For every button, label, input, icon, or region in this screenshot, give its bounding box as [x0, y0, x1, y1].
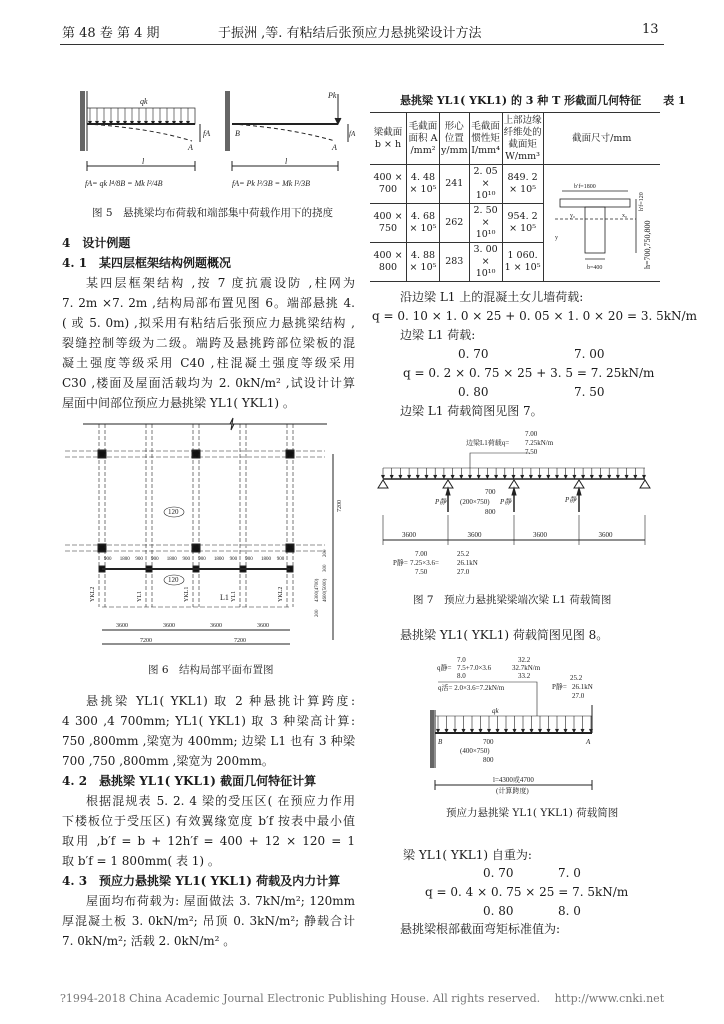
text-line: 根据混规表 5. 2. 4 梁的受压区( 在预应力作用: [86, 794, 355, 808]
span-label: l=4300或4700: [493, 776, 534, 784]
section-value: 800: [483, 756, 494, 764]
self-weight-text: 梁 YL1( YKL1) 自重为:: [403, 848, 532, 862]
centroid-label: y: [554, 235, 558, 241]
point-a-label: A: [586, 738, 591, 746]
dimension-label: 900: [276, 557, 285, 562]
col-header: 上部边缘纤维处的截面矩 W/mm³: [502, 113, 543, 165]
edge-beam-label: L1: [220, 593, 229, 602]
text-line: C30 ,楼面及屋面活载均为 2. 0kN/m² ,试设计计算: [62, 376, 355, 390]
t-section-diagram: [552, 169, 652, 273]
figure-6-caption: 图 6 结构局部平面布置图: [148, 664, 274, 676]
slab-thickness-label: 120: [168, 508, 179, 516]
dimension-label: 3600: [402, 531, 416, 539]
dimension-label: 3600: [257, 623, 269, 629]
dimension-label: 3600: [598, 531, 613, 539]
cell: 400 × 750: [370, 204, 407, 243]
root-moment-text: 悬挑梁根部截面弯矩标准值为:: [400, 922, 561, 936]
load-value: 33.2: [518, 672, 531, 680]
equation-alt-value: 8. 0: [558, 904, 581, 918]
equation-alt-value: 0. 70: [483, 866, 514, 880]
load-value: 32.7kN/m: [512, 664, 541, 672]
col-header: 截面尺寸/mm: [543, 113, 660, 165]
figure-8-reference: 悬挑梁 YL1( YKL1) 荷载简图见图 8。: [400, 628, 609, 642]
load-label: qk: [140, 97, 148, 106]
table-1: [370, 112, 660, 282]
running-title: 于振洲 ,等. 有粘结后张预应力悬挑梁设计方法: [218, 26, 482, 41]
section-value: (200×750): [460, 498, 490, 506]
p-equation-value: 26.1kN: [457, 559, 478, 567]
p-equation-value: 27.0: [457, 568, 470, 576]
parapet-load-text: 沿边梁 L1 上的混凝土女儿墙荷载:: [400, 290, 584, 304]
cell: 262: [440, 204, 470, 243]
equation-alt-value: 0. 80: [458, 385, 489, 399]
equation-alt-value: 7. 00: [574, 347, 605, 361]
point-b-label: B: [235, 129, 240, 138]
deflection-formula: fA= qk l⁴/8B = Mk l²/4B: [85, 179, 163, 188]
text-line: 取用 ,b′f = b + 12h′f = 400 + 12 × 120 = 1: [62, 834, 355, 848]
load-value: 7.25kN/m: [525, 439, 554, 447]
slab-thickness-label: 120: [168, 576, 179, 584]
section-value: (400×750): [460, 747, 490, 755]
load-value: 8.0: [457, 672, 466, 680]
text-line: 屋面中间部位预应力悬挑梁 YL1( YKL1) 。: [62, 396, 295, 410]
dimension-label: 200: [323, 549, 328, 557]
deflection-label: fA: [203, 129, 211, 138]
load-value: 27.0: [572, 692, 585, 700]
span-note: (计算跨度): [496, 787, 529, 795]
section-value: 700: [485, 488, 496, 496]
figure-7-caption: 图 7 预应力悬挑梁梁端次梁 L1 荷载简图: [413, 594, 612, 606]
equation-alt-value: 7. 50: [574, 385, 605, 399]
equation-alt-value: 0. 70: [458, 347, 489, 361]
axis-label: x₀: [621, 213, 627, 219]
text-line: 厚混凝土板 3. 0kN/m²; 吊顶 0. 3kN/m²; 静载合计: [62, 914, 355, 928]
table-1-title: 悬挑梁 YL1( YKL1) 的 3 种 T 形截面几何特征 表 1: [400, 94, 686, 107]
cell: 2. 50 × 10¹⁰: [469, 204, 502, 243]
wall-hatch-icon: [225, 91, 230, 151]
span-label: l: [285, 157, 288, 166]
web-width-label: b=400: [586, 265, 603, 271]
live-load-label: q活= 2.0×3.6=7.2kN/m: [438, 684, 505, 692]
cell: 4. 68 × 10⁵: [407, 204, 440, 243]
equation-edge-beam: q = 0. 2 × 0. 75 × 25 + 3. 5 = 7. 25kN/m: [403, 366, 655, 380]
dimension-label: 900: [104, 557, 112, 562]
p-equation-value: 7.00: [415, 550, 428, 558]
deflection-label: fA: [349, 130, 356, 138]
text-line: 7. 0kN/m²; 活载 2. 0kN/m² 。: [62, 934, 236, 948]
cell: 4. 88 × 10⁵: [407, 243, 440, 282]
beam-label: YKL2: [278, 586, 284, 602]
section-value: 700: [483, 738, 494, 746]
p-equation-label: P静=: [393, 559, 408, 567]
dimension-label: 7200: [337, 500, 343, 512]
dimension-label: 900: [229, 557, 238, 562]
p-equation-value: 7.25×3.6=: [410, 559, 439, 567]
dimension-label: 300: [323, 564, 328, 572]
section-4-1-heading: 4. 1 某四层框架结构例题概况: [62, 256, 232, 270]
load-value: 7.5+7.0×3.6: [457, 664, 492, 672]
text-line: 裂缝控制等级为二级。端跨及悬挑跨部位梁板的混: [62, 336, 355, 350]
text-line: 悬挑梁 YL1( YKL1) 取 2 种悬挑计算跨度:: [86, 694, 355, 708]
text-line: ( 或 5. 0m) ,拟采用有粘结后张预应力悬挑梁结构 ,: [62, 316, 355, 330]
wall-hatch-icon: [80, 91, 85, 151]
point-b-label: B: [438, 738, 443, 746]
axis-label: y₀: [569, 213, 575, 219]
section-4-heading: 4 设计例题: [62, 236, 131, 250]
beam-label: YKL2: [90, 586, 96, 602]
dead-load-label: q静=: [437, 664, 452, 672]
load-value: 32.2: [518, 656, 531, 664]
load-label: 边梁L1荷载q=: [466, 439, 510, 447]
col-header: 形心位置 y/mm: [440, 113, 470, 165]
deflection-formula: fA= Pk l³/3B = Mk l²/3B: [232, 179, 311, 188]
cell: 241: [440, 165, 470, 204]
equation-alt-value: 7. 0: [558, 866, 581, 880]
text-line: 凝土强度等级采用 C40 ,柱混凝土强度等级采用: [62, 356, 355, 370]
cell: 1 060. 1 × 10⁵: [502, 243, 543, 282]
span-label: l: [142, 157, 145, 166]
figure-5: [60, 86, 360, 198]
dimension-label: 1800: [166, 557, 177, 562]
dimension-label: 900: [245, 557, 253, 562]
point-load-label: P静: [565, 496, 577, 504]
beam-label: YL1: [137, 591, 143, 602]
dimension-label: 200: [315, 609, 320, 617]
text-line: 4 300 ,4 700mm; YL1( YKL1) 取 3 种梁高计算:: [62, 714, 355, 728]
table-row: [370, 165, 660, 204]
load-value: 7.0: [457, 656, 466, 664]
section-value: 800: [485, 508, 496, 516]
equation-alt-value: 0. 80: [483, 904, 514, 918]
qk-label: qk: [492, 707, 499, 715]
dimension-label: 1800: [261, 557, 271, 562]
col-header: 梁截面 b × h: [370, 113, 407, 165]
p-equation-value: 25.2: [457, 550, 470, 558]
dimension-label: 900: [182, 557, 190, 562]
dimension-label: 4300(4700): [315, 578, 320, 602]
header-rule: [60, 44, 664, 45]
load-value: 25.2: [570, 674, 583, 682]
text-line: 750 ,800mm ,梁宽为 400mm; 边梁 L1 也有 3 种梁: [62, 734, 355, 748]
dimension-label: 3600: [467, 531, 482, 539]
figure-8-caption: 预应力悬挑梁 YL1( YKL1) 荷载简图: [446, 807, 619, 819]
dimension-label: 3600: [163, 623, 175, 629]
cell: 400 × 700: [370, 165, 407, 204]
cell: 283: [440, 243, 470, 282]
p-equation-value: 7.50: [415, 568, 428, 576]
dimension-label: 900: [198, 557, 206, 562]
wall-hatch-icon: [430, 710, 434, 768]
edge-beam-load-text: 边梁 L1 荷载:: [400, 328, 476, 342]
point-load-label: Pk: [328, 91, 337, 100]
figure-7: [360, 420, 724, 590]
point-a-label: A: [188, 143, 193, 152]
cell: 954. 2 × 10⁵: [502, 204, 543, 243]
point-load-label: P静=: [552, 683, 567, 691]
figure-5-caption: 图 5 悬挑梁均布荷载和端部集中荷载作用下的挠度: [92, 207, 334, 219]
table-header-row: [370, 113, 660, 165]
dimension-label: 7200: [234, 638, 246, 644]
col-header: 毛截面惯性矩 I/mm⁴: [469, 113, 502, 165]
text-line: 700 ,750 ,800mm ,梁宽为 200mm。: [62, 754, 274, 768]
dimension-label: 1800: [213, 557, 224, 562]
figure-6: [60, 412, 360, 657]
dimension-label: 900: [135, 557, 143, 562]
load-value: 7.00: [525, 430, 538, 438]
copyright-footer: ?1994-2018 China Academic Journal Electronic Publishing House. All rights reserved. http://www.cnki.net: [60, 992, 665, 1005]
equation-self-weight: q = 0. 4 × 0. 75 × 25 = 7. 5kN/m: [425, 885, 629, 899]
cell: 400 × 800: [370, 243, 407, 282]
deflection-curve: [87, 124, 192, 141]
point-load-label: P静: [500, 498, 512, 506]
height-label: h=700,750,800: [642, 220, 652, 269]
col-header: 毛截面面积 A /mm²: [407, 113, 440, 165]
dimension-label: 3600: [116, 623, 128, 629]
dimension-label: 7200: [140, 638, 152, 644]
equation-parapet: q = 0. 10 × 1. 0 × 25 + 0. 05 × 1. 0 × 20 = 3. 5kN/m: [372, 309, 697, 323]
flange-thickness-label: h′f=120: [638, 192, 645, 211]
cell: 849. 2 × 10⁵: [502, 165, 543, 204]
cell: 2. 05 × 10¹⁰: [469, 165, 502, 204]
beam-label: YL1: [231, 591, 237, 602]
load-value: 7.50: [525, 448, 538, 456]
t-section-drawing-cell: [543, 165, 660, 282]
figure-8: [400, 650, 660, 810]
figure-7-reference: 边梁 L1 荷载简图见图 7。: [400, 404, 543, 418]
text-line: 屋面均布荷载为: 屋面做法 3. 7kN/m²; 120mm: [86, 894, 355, 908]
text-line: 7. 2m ×7. 2m ,结构局部布置见图 6。端部悬挑 4.: [62, 296, 355, 310]
cell: 4. 48 × 10⁵: [407, 165, 440, 204]
support-icon: [640, 480, 650, 488]
dimension-label: 4600(5000): [323, 578, 328, 602]
support-icon: [378, 480, 388, 488]
journal-issue: 第 48 卷 第 4 期: [62, 26, 160, 41]
flange-width-label: b′f=1800: [573, 184, 596, 190]
point-a-label: A: [332, 143, 337, 152]
dimension-label: 900: [151, 557, 159, 562]
section-4-3-heading: 4. 3 预应力悬挑梁 YL1( YKL1) 荷载及内力计算: [62, 874, 341, 888]
beam-label: YKL1: [184, 586, 190, 602]
text-line: 下楼板位于受压区) 有效翼缘宽度 b′f 按表中最小值: [62, 814, 355, 828]
dimension-label: 3600: [533, 531, 547, 539]
page-number: 13: [642, 22, 659, 37]
dimension-label: 3600: [210, 623, 222, 629]
dimension-label: 1800: [119, 557, 130, 562]
point-load-label: P静: [435, 498, 447, 506]
text-line: 某四层框架结构 ,按 7 度抗震设防 ,柱网为: [86, 276, 355, 290]
section-4-2-heading: 4. 2 悬挑梁 YL1( YKL1) 截面几何特征计算: [62, 774, 317, 788]
load-value: 26.1kN: [572, 683, 593, 691]
cell: 3. 00 × 10¹⁰: [469, 243, 502, 282]
text-line: 取 b′f = 1 800mm( 表 1) 。: [62, 854, 220, 868]
